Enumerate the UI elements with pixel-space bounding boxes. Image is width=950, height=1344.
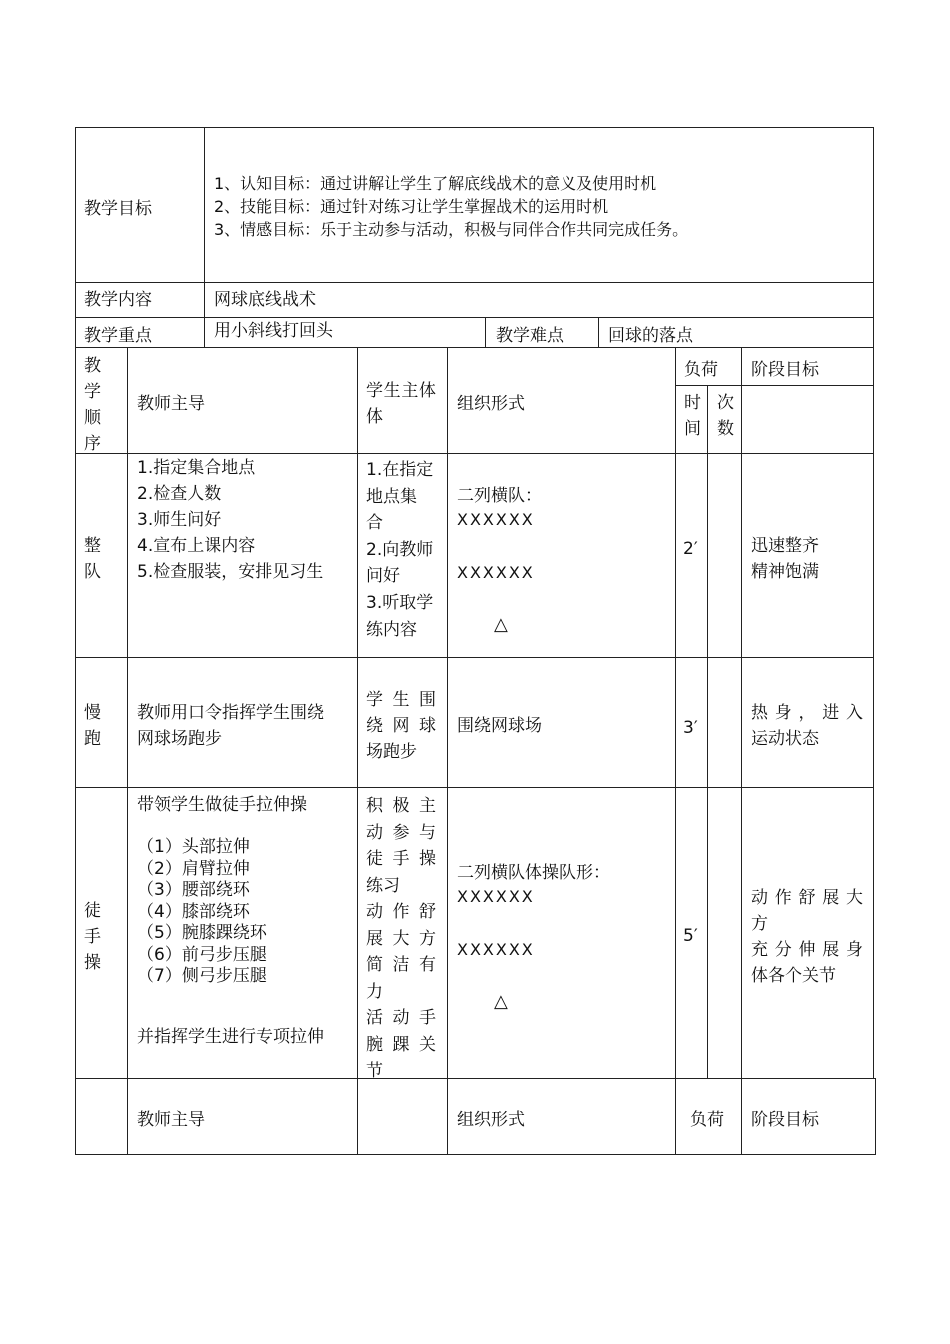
- col-divider: [127, 347, 128, 1155]
- table-border-right: [873, 127, 874, 1079]
- objectives-label: 教学目标: [84, 199, 152, 219]
- row-divider: [75, 657, 874, 658]
- row-teacher-intro-exercise: 带领学生做徒手拉伸操: [137, 795, 307, 815]
- row-org-title-exercise: 二列横队体操队形：: [457, 863, 610, 883]
- triangle-icon: △: [494, 991, 508, 1012]
- col-divider: [447, 347, 448, 1155]
- row-student-exercise: 积 极 主 动 参 与 徒 手 操 练习 动 作 舒 展 大 方 简 洁 有 力 活 动 手 腕 踝 关 节: [366, 796, 436, 1081]
- header-teacher: 教师主导: [137, 394, 205, 414]
- objective-affective: 3、情感目标：乐于主动参与活动，积极与同伴合作共同完成任务。: [214, 220, 689, 239]
- footer-goal: 阶段目标: [751, 1110, 819, 1130]
- row-student-assembly: 1.在指定 地点集 合 2.向教师 问好 3.听取学 练内容: [366, 460, 434, 640]
- header-count: 次 数: [717, 393, 734, 439]
- row-student-jogging: 学 生 围 绕 网 球 场跑步: [366, 690, 436, 762]
- difficulty-label: 教学难点: [496, 326, 564, 346]
- row-order-exercise: 徒 手 操: [84, 901, 101, 973]
- row-goal-exercise: 动 作 舒 展 大 方 充 分 伸 展 身 体各个关节: [751, 888, 863, 986]
- row-order-assembly: 整 队: [84, 536, 101, 582]
- content-label: 教学内容: [84, 290, 152, 310]
- row-goal-assembly: 迅速整齐 精神饱满: [751, 536, 819, 582]
- formation-line-1: XXXXXX: [457, 510, 535, 529]
- content-value: 网球底线战术: [214, 290, 316, 310]
- row-teacher-outro-exercise: 并指挥学生进行专项拉伸: [137, 1027, 324, 1047]
- row-divider: [75, 282, 874, 283]
- key-point-label: 教学重点: [84, 326, 152, 346]
- footer-load: 负荷: [690, 1110, 724, 1130]
- row-time-jogging: 3′: [683, 718, 698, 738]
- header-order: 教 学 顺 序: [84, 356, 101, 454]
- row-order-jogging: 慢 跑: [84, 703, 101, 749]
- formation-line-1: XXXXXX: [457, 887, 535, 906]
- footer-organization: 组织形式: [457, 1110, 525, 1130]
- row-divider: [75, 1078, 876, 1079]
- header-time: 时 间: [684, 393, 701, 439]
- col-divider: [204, 127, 205, 348]
- table-border-right-footer: [875, 1078, 876, 1155]
- header-organization: 组织形式: [457, 394, 525, 414]
- col-divider: [598, 317, 599, 348]
- key-point-value: 用小斜线打回头: [214, 321, 333, 341]
- row-teacher-jogging: 教师用口令指挥学生围绕 网球场跑步: [137, 703, 324, 749]
- header-load: 负荷: [684, 360, 718, 380]
- formation-line-2: XXXXXX: [457, 940, 535, 959]
- col-divider: [707, 385, 708, 1079]
- row-teacher-assembly: 1.指定集合地点 2.检查人数 3.师生问好 4.宣布上课内容 5.检查服装，安排见习生: [137, 458, 324, 582]
- table-border-bottom: [75, 1154, 876, 1155]
- objective-skill: 2、技能目标：通过针对练习让学生掌握战术的运用时机: [214, 197, 609, 216]
- col-divider: [675, 347, 676, 1155]
- row-time-exercise: 5′: [683, 926, 698, 946]
- load-divider: [675, 385, 874, 386]
- row-divider: [75, 453, 874, 454]
- row-divider: [75, 317, 874, 318]
- footer-teacher: 教师主导: [137, 1110, 205, 1130]
- col-divider: [485, 317, 486, 348]
- header-goal: 阶段目标: [751, 360, 819, 380]
- table-border-top: [75, 127, 874, 128]
- row-goal-jogging: 热 身 ， 进 入 运动状态: [751, 703, 863, 749]
- triangle-icon: △: [494, 614, 508, 635]
- header-student: 学 生 主 体 体: [366, 381, 436, 427]
- col-divider: [741, 347, 742, 1155]
- row-divider: [75, 787, 874, 788]
- difficulty-value: 回球的落点: [608, 326, 693, 346]
- row-teacher-exercise: （1）头部拉伸 （2）肩臂拉伸 （3）腰部绕环 （4）膝部绕环 （5）腕膝踝绕环 （6）前弓步压腿 （7）侧弓步压腿: [137, 837, 267, 986]
- row-time-assembly: 2′: [683, 539, 698, 559]
- row-org-title-assembly: 二列横队：: [457, 486, 542, 506]
- objective-cognitive: 1、认知目标：通过讲解让学生了解底线战术的意义及使用时机: [214, 174, 657, 193]
- formation-line-2: XXXXXX: [457, 563, 535, 582]
- col-divider: [357, 347, 358, 1155]
- table-border-left: [75, 127, 76, 1155]
- row-org-jogging: 围绕网球场: [457, 716, 542, 736]
- row-divider: [75, 347, 874, 348]
